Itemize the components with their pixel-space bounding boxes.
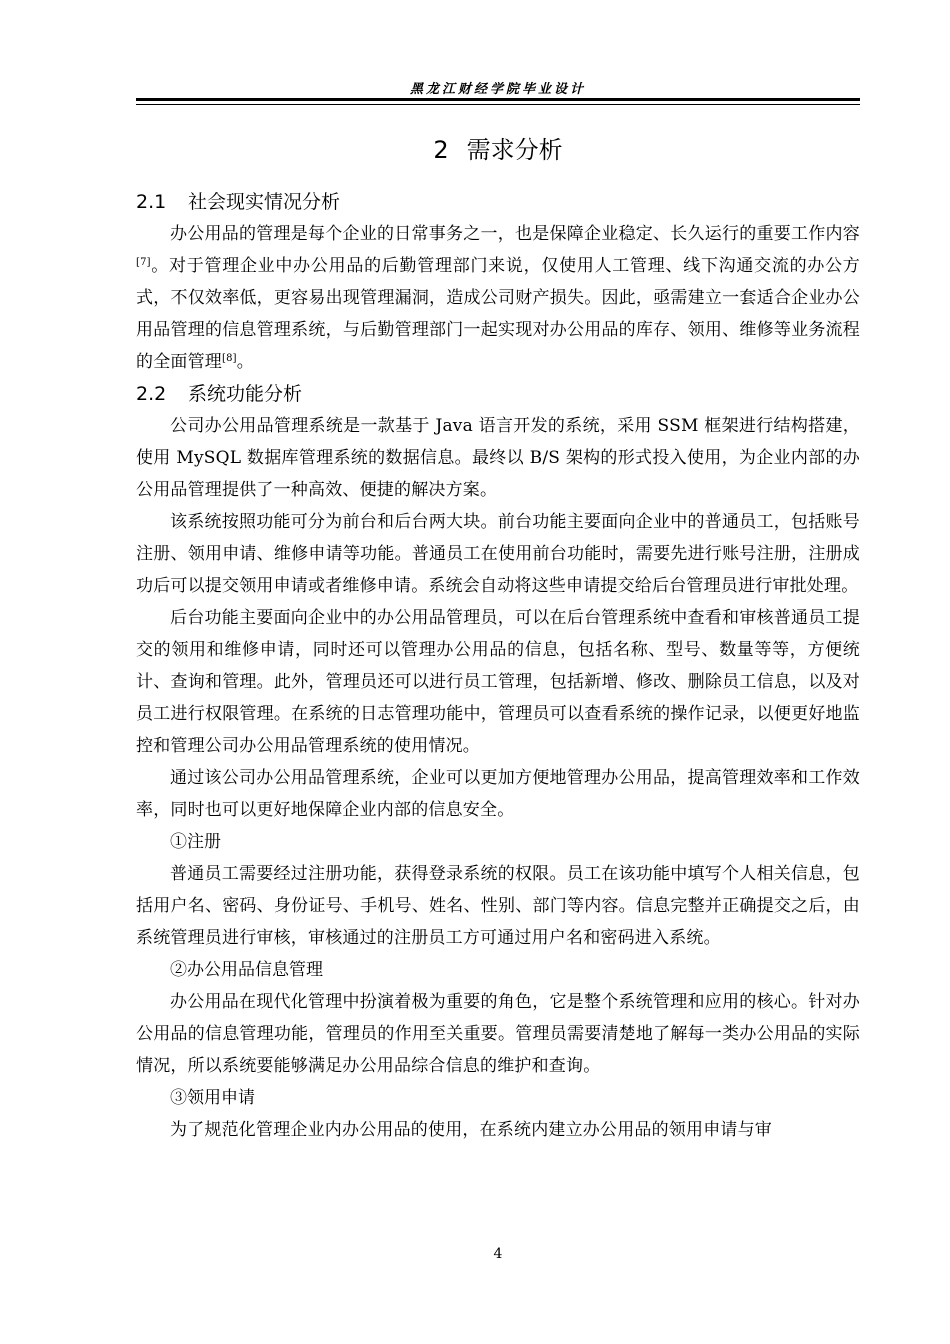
chapter-number: 2 <box>433 136 449 164</box>
citation-ref: [8] <box>222 353 237 364</box>
section-title: 系统功能分析 <box>188 383 303 405</box>
section-number: 2.2 <box>136 383 167 405</box>
paragraph-social-analysis <box>136 218 860 378</box>
paragraph: 为了规范化管理企业内办公用品的使用，在系统内建立办公用品的领用申请与审 <box>170 1120 772 1140</box>
section-number: 2.1 <box>136 191 167 213</box>
paragraph-text: 办公用品的管理是每个企业的日常事务之一，也是保障企业稳定、长久运行的重要工作内容 <box>170 224 860 244</box>
paragraph-text: 。对于管理企业中办公用品的后勤管理部门来说，仅使用人工管理、线下沟通交流的办公方式，不仅效率低，更容易出现管理漏洞，造成公司财产损失。因此，亟需建立一套适合企业办公用品管理的信息管理系统，与后勤管理部门一起实现对办公用品的库存、领用、维修等业务流程的全面管理 <box>136 256 860 372</box>
paragraph: 后台功能主要面向企业中的办公用品管理员，可以在后台管理系统中查看和审核普通员工提交的领用和维修申请，同时还可以管理办公用品的信息，包括名称、型号、数量等等，方便统计、查询和管理。此外，管理员还可以进行员工管理，包括新增、修改、删除员工信息，以及对员工进行权限管理。在系统的日志管理功能中，管理员可以查看系统的操作记录，以便更好地监控和管理公司办公用品管理系统的使用情况。 <box>136 608 860 756</box>
chapter-heading <box>136 133 860 167</box>
paragraph: 公司办公用品管理系统是一款基于 Java 语言开发的系统，采用 SSM 框架进行结构搭建，使用 MySQL 数据库管理系统的数据信息。最终以 B/S 架构的形式投入使用，为企业内部的办公用品管理提供了一种高效、便捷的解决方案。 <box>136 416 860 500</box>
header-rule-thin <box>136 104 860 105</box>
chapter-title: 需求分析 <box>466 136 563 164</box>
running-header: 黑龙江财经学院毕业设计 <box>409 82 586 97</box>
paragraph: 通过该公司办公用品管理系统，企业可以更加方便地管理办公用品，提高管理效率和工作效率，同时也可以更好地保障企业内部的信息安全。 <box>136 768 860 820</box>
item-label-office-supplies: ②办公用品信息管理 <box>170 960 323 980</box>
citation-ref: [7] <box>136 257 151 268</box>
section-title: 社会现实情况分析 <box>188 191 341 213</box>
header-rule-thick <box>136 98 860 101</box>
paragraph: 该系统按照功能可分为前台和后台两大块。前台功能主要面向企业中的普通员工，包括账号注册、领用申请、维修申请等功能。普通员工在使用前台功能时，需要先进行账号注册，注册成功后可以提交领用申请或者维修申请。系统会自动将这些申请提交给后台管理员进行审批处理。 <box>136 512 860 596</box>
section-heading-2-2 <box>136 378 860 410</box>
paragraph: 办公用品在现代化管理中扮演着极为重要的角色，它是整个系统管理和应用的核心。针对办公用品的信息管理功能，管理员的作用至关重要。管理员需要清楚地了解每一类办公用品的实际情况，所以系统要能够满足办公用品综合信息的维护和查询。 <box>136 992 860 1076</box>
item-label-register: ①注册 <box>170 832 221 852</box>
page-body <box>136 186 860 1146</box>
paragraph-text: 。 <box>236 352 254 372</box>
item-label-requisition: ③领用申请 <box>170 1088 255 1108</box>
section-heading-2-1 <box>136 186 860 218</box>
paragraph: 普通员工需要经过注册功能，获得登录系统的权限。员工在该功能中填写个人相关信息，包括用户名、密码、身份证号、手机号、姓名、性别、部门等内容。信息完整并正确提交之后，由系统管理员进行审核，审核通过的注册员工方可通过用户名和密码进入系统。 <box>136 864 860 948</box>
page-number: 4 <box>493 1246 503 1262</box>
